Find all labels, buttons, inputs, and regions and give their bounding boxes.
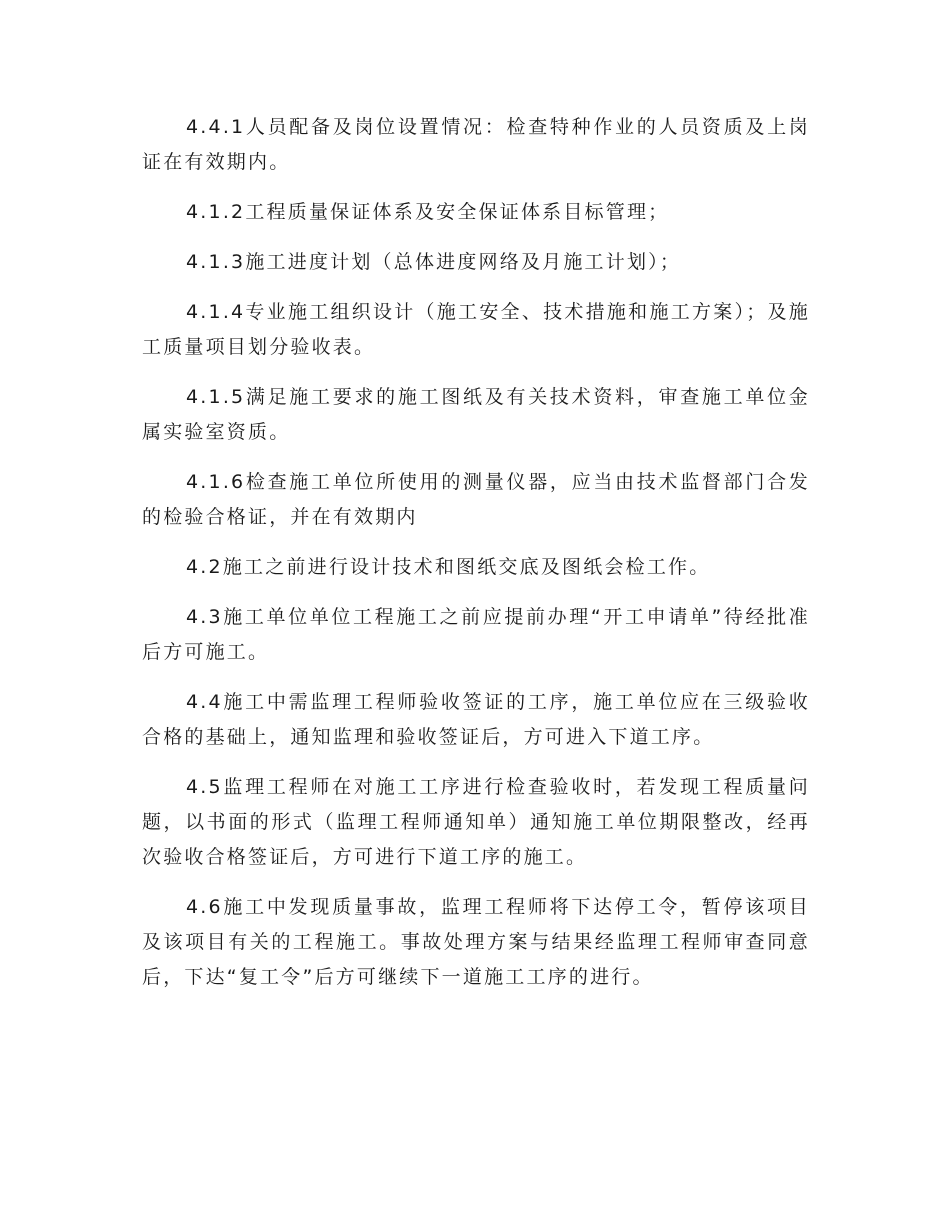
document-page bbox=[142, 110, 810, 1010]
paragraph-4-1-2: 4.1.2工程质量保证体系及安全保证体系目标管理； bbox=[186, 201, 670, 223]
paragraph-4-1-4: 4.1.4专业施工组织设计（施工安全、技术措施和施工方案）；及施工质量项目划分验收表。 bbox=[142, 301, 810, 358]
paragraph-4-5: 4.5监理工程师在对施工工序进行检查验收时，若发现工程质量问题，以书面的形式（监理工程师通知单）通知施工单位期限整改，经再次验收合格签证后，方可进行下道工序的施工。 bbox=[142, 776, 810, 868]
paragraph-4-1-6: 4.1.6检查施工单位所使用的测量仪器，应当由技术监督部门合发的检验合格证，并在有效期内 bbox=[142, 471, 810, 528]
paragraph-4-4: 4.4施工中需监理工程师验收签证的工序，施工单位应在三级验收合格的基础上，通知监理和验收签证后，方可进入下道工序。 bbox=[142, 691, 810, 748]
paragraph-4-4-1: 4.4.1人员配备及岗位设置情况：检查特种作业的人员资质及上岗证在有效期内。 bbox=[142, 116, 810, 173]
paragraph-4-1-5: 4.1.5满足施工要求的施工图纸及有关技术资料，审查施工单位金属实验室资质。 bbox=[142, 386, 810, 443]
paragraph-4-3: 4.3施工单位单位工程施工之前应提前办理“开工申请单”待经批准后方可施工。 bbox=[142, 606, 810, 663]
paragraph-4-6: 4.6施工中发现质量事故，监理工程师将下达停工令，暂停该项目及该项目有关的工程施工。事故处理方案与结果经监理工程师审查同意后，下达“复工令”后方可继续下一道施工工序的进行。 bbox=[142, 896, 810, 988]
paragraph-4-1-3: 4.1.3施工进度计划（总体进度网络及月施工计划）； bbox=[186, 251, 682, 273]
paragraph-4-2: 4.2施工之前进行设计技术和图纸交底及图纸会检工作。 bbox=[186, 556, 711, 578]
